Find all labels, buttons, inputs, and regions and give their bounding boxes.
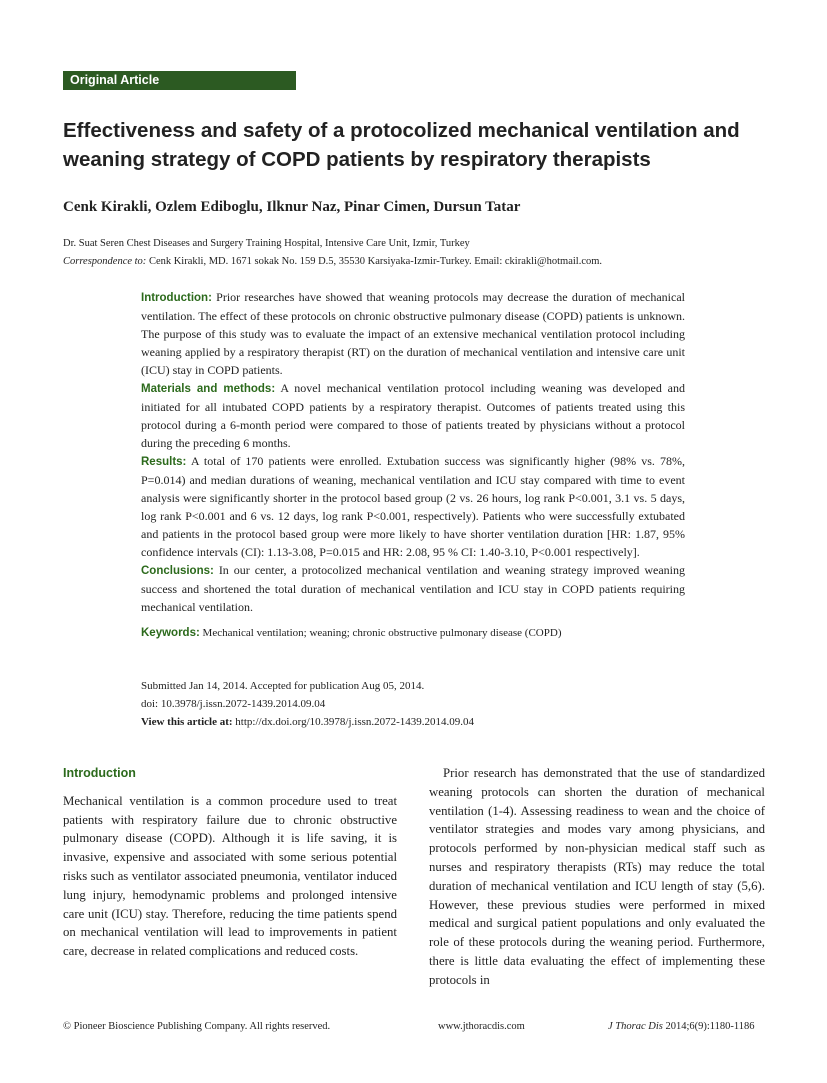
- journal-name: J Thorac Dis: [608, 1021, 663, 1032]
- citation-text: 2014;6(9):1180-1186: [665, 1021, 755, 1032]
- authors: Cenk Kirakli, Ozlem Ediboglu, Ilknur Naz, Pinar Cimen, Dursun Tatar: [63, 199, 521, 215]
- section-heading-introduction: Introduction: [63, 766, 136, 780]
- abstract-text: A total of 170 patients were enrolled. Extubation success was significantly higher (98% vs. 78%, P=0.014) and median durations of weaning, mechanical ventilation and ICU stay compared with time to event analysis were significantly shorter in the protocol based group (2 vs. 26 hours, log rank P<0.001, 3.1 vs. 5 days, log rank P<0.001 and 6 vs. 12 days, log rank P<0.001, respectively). Patients who were successfully extubated and patients in the protocol based group were more likely to have shorter ventilation duration [HR: 1.87, 95% confidence intervals (CI): 1.13-3.08, P=0.015 and HR: 2.08, 95 % CI: 1.40-3.10, P<0.001 respectively].: [141, 454, 685, 559]
- doi: doi: 10.3978/j.issn.2072-1439.2014.09.04: [141, 698, 326, 710]
- article-type-banner: Original Article: [63, 71, 296, 90]
- keywords-label: Keywords:: [141, 627, 200, 639]
- affiliation: Dr. Suat Seren Chest Diseases and Surgery Training Hospital, Intensive Care Unit, Izmir, Turkey: [63, 238, 470, 249]
- abstract-text: Prior researches have showed that weaning protocols may decrease the duration of mechanical ventilation. The effect of these protocols on chronic obstructive pulmonary disease (COPD) patients is unknown. The purpose of this study was to evaluate the impact of an extensive mechanical ventilation protocol including weaning applied by a respiratory therapist (RT) on the duration of mechanical ventilation and intensive care unit (ICU) stay in COPD patients.: [141, 290, 686, 377]
- footer-copyright: © Pioneer Bioscience Publishing Company. All rights reserved.: [63, 1021, 331, 1032]
- abstract-label: Introduction:: [141, 292, 212, 304]
- article-title: Effectiveness and safety of a protocolized mechanical ventilation and weaning strategy of COPD patients by respiratory therapists: [63, 119, 740, 171]
- abstract-label: Conclusions:: [141, 565, 214, 577]
- correspondence: [63, 253, 763, 271]
- abstract-text: In our center, a protocolized mechanical ventilation and weaning strategy improved weaning success and shortened the total duration of mechanical ventilation and ICU stay in COPD patients requiring mechanical ventilation.: [141, 563, 686, 614]
- abstract-methods: [141, 379, 685, 452]
- left-column: [63, 764, 397, 961]
- abstract-text: A novel mechanical ventilation protocol including weaning was developed and initiated for all intubated COPD patients by a respiratory therapist. Outcomes of patients treated using this protocol during a 6-month period were compared to those of patients treated by physicians without a protocol during the preceding 6 months.: [141, 381, 685, 450]
- abstract-label: Materials and methods:: [141, 383, 276, 395]
- abstract-conclusions: [141, 561, 685, 616]
- right-column: [429, 764, 765, 990]
- article-meta: [141, 677, 474, 731]
- view-article: [141, 713, 474, 731]
- abstract-introduction: [141, 288, 685, 379]
- submission-dates: Submitted Jan 14, 2014. Accepted for publication Aug 05, 2014.: [141, 680, 425, 692]
- view-label: View this article at:: [141, 716, 233, 728]
- correspondence-label: Correspondence to:: [63, 256, 147, 267]
- view-url-link[interactable]: http://dx.doi.org/10.3978/j.issn.2072-1439.2014.09.04: [235, 716, 475, 728]
- affiliation-block: [63, 235, 763, 271]
- abstract-label: Results:: [141, 456, 187, 468]
- correspondence-text: Cenk Kirakli, MD. 1671 sokak No. 159 D.5, 35530 Karsiyaka-Izmir-Turkey. Email: ckirakli@hotmail.com.: [148, 256, 603, 267]
- body-paragraph: Mechanical ventilation is a common procedure used to treat patients with respiratory failure due to chronic obstructive pulmonary disease (COPD). Although it is life saving, it is invasive, expensive and associated with some serious potential risks such as ventilator associated pneumonia, ventilator induced lung injury, hemodynamic problems and prolonged intensive care unit (ICU) stay. Therefore, reducing the time patients spend on mechanical ventilation will lead to improvements in patient care, decrease in related complications and reduced costs.: [63, 793, 397, 959]
- footer-website-link[interactable]: www.jthoracdis.com: [438, 1021, 525, 1032]
- abstract: [141, 288, 685, 642]
- abstract-results: [141, 452, 685, 561]
- footer-citation: [608, 1021, 755, 1032]
- keywords: [141, 624, 685, 642]
- body-paragraph: Prior research has demonstrated that the use of standardized weaning protocols can shorten the duration of mechanical ventilation (1-4). Assessing readiness to wean and the choice of ventilator strategies and modes vary among physicians, and protocols performed by non-physician medical staff such as nurses and respiratory therapists (RTs) may reduce the total duration of mechanical ventilation and ICU length of stay (5,6). However, these previous studies were performed in mixed medical and surgical patient populations and only evaluated the role of these protocols during the weaning period. Furthermore, there is little data evaluating the effect of implementing these protocols in: [429, 766, 765, 987]
- keywords-text: Mechanical ventilation; weaning; chronic obstructive pulmonary disease (COPD): [202, 627, 562, 639]
